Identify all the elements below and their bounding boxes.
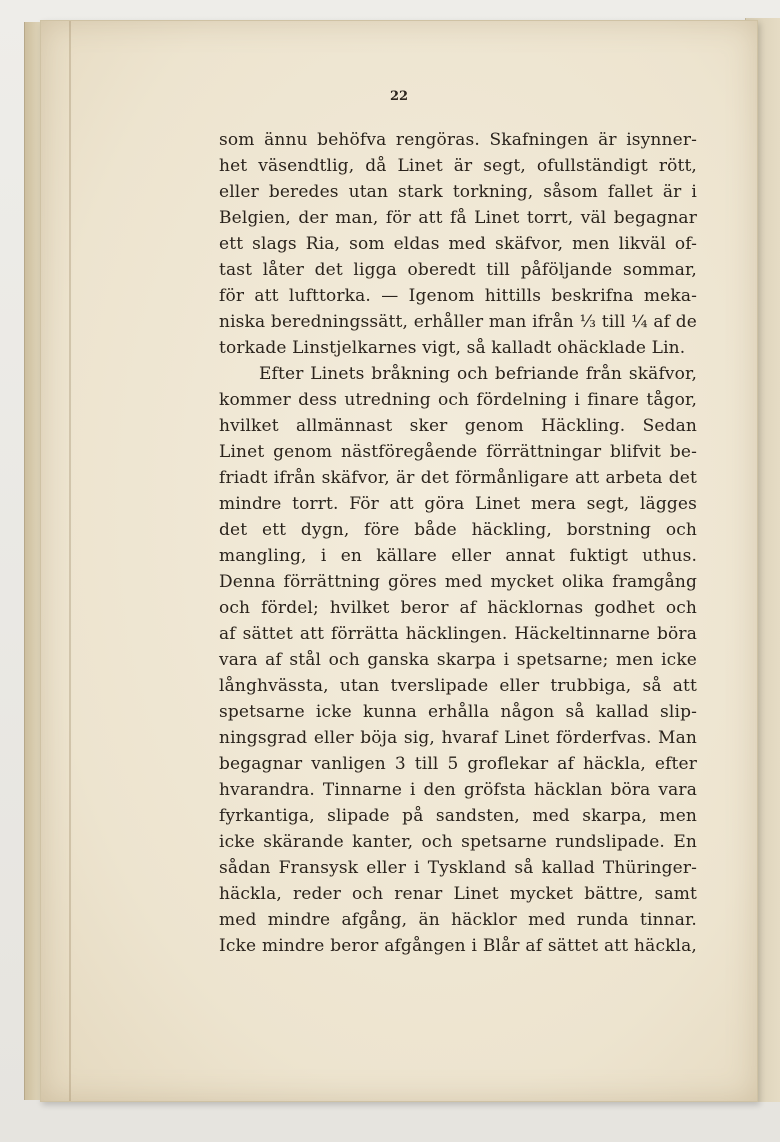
text-line: hvilket allmännast sker genom Häckling. Sedan [219,416,697,436]
text-line: kommer dess utredning och fördelning i finare tågor, [219,390,697,410]
text-line: för att lufttorka. — Igenom hittills beskrifna meka- [219,286,697,306]
page-number: 22 [389,89,409,104]
text-line: vara af stål och ganska skarpa i spetsarne; men icke [219,650,697,670]
body-text [219,127,697,959]
text-line: begagnar vanligen 3 till 5 groflekar af häckla, efter [219,754,697,774]
text-line: ningsgrad eller böja sig, hvaraf Linet förderfvas. Man [219,728,697,748]
text-line: mindre torrt. För att göra Linet mera segt, lägges [219,494,697,514]
text-line: friadt ifrån skäfvor, är det förmånligare att arbeta det [219,468,697,488]
text-line: het väsendtlig, då Linet är segt, ofullständigt rött, [219,156,697,176]
text-line: häckla, reder och renar Linet mycket bättre, samt [219,884,697,904]
text-line: ett slags Ria, som eldas med skäfvor, men likväl of- [219,234,697,254]
text-line: torkade Linstjelkarnes vigt, så kalladt ohäcklade Lin. [219,338,686,358]
text-line: mangling, i en källare eller annat fuktigt uthus. [219,546,697,566]
text-line: af sättet att förrätta häcklingen. Häckeltinnarne böra [219,624,697,644]
text-line: tast låter det ligga oberedt till påföljande sommar, [219,260,697,280]
text-line: med mindre afgång, än häcklor med runda tinnar. [219,910,697,930]
page-fold [69,21,71,1101]
text-line: sådan Fransysk eller i Tyskland så kallad Thüringer- [219,858,697,878]
text-line: Belgien, der man, för att få Linet torrt, väl begagnar [219,208,697,228]
text-line: Efter Linets bråkning och befriande från skäfvor, [259,364,697,384]
text-line: Denna förrättning göres med mycket olika framgång [219,572,697,592]
text-line: långhvässta, utan tverslipade eller trubbiga, så att [219,676,697,696]
text-line: spetsarne icke kunna erhålla någon så kallad slip- [219,702,697,722]
text-line: Linet genom nästföregående förrättningar blifvit be- [219,442,697,462]
text-line: hvarandra. Tinnarne i den gröfsta häcklan böra vara [219,780,697,800]
text-line: eller beredes utan stark torkning, såsom fallet är i [219,182,697,202]
text-line: niska beredningssätt, erhåller man ifrån ⅓ till ¼ af de [219,312,697,332]
text-line: som ännu behöfva rengöras. Skafningen är isynner- [219,130,697,150]
text-line: fyrkantiga, slipade på sandsten, med skarpa, men [219,806,697,826]
text-line: icke skärande kanter, och spetsarne rundslipade. En [219,832,697,852]
text-line: det ett dygn, före både häckling, borstning och [219,520,697,540]
book-page [40,20,758,1102]
text-line: och fördel; hvilket beror af häcklornas godhet och [219,598,697,618]
text-line: Icke mindre beror afgången i Blår af sättet att häckla, [219,936,697,956]
